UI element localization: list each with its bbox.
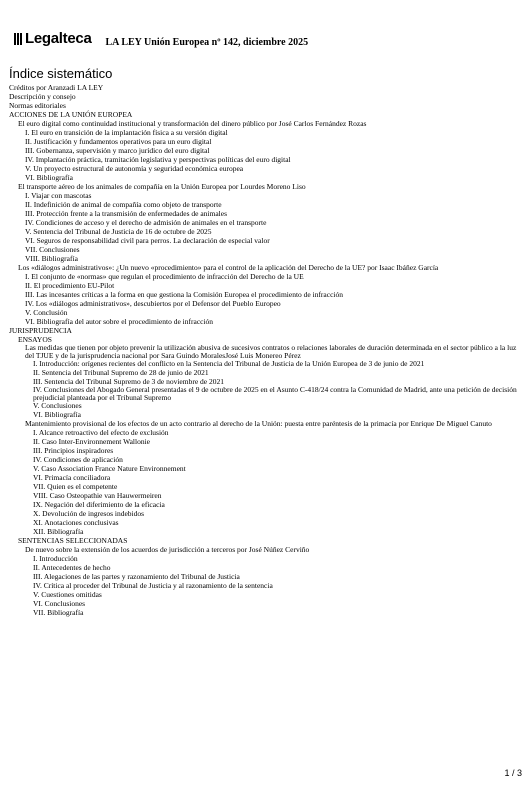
toc-entry[interactable]: VII. Conclusiones (25, 245, 80, 254)
toc-entry[interactable]: X. Devolución de ingresos indebidos (33, 509, 145, 518)
toc-entry[interactable]: VI. Bibliografía del autor sobre el procedimiento de infracción (25, 317, 214, 326)
toc-entry[interactable]: III. Las incesantes críticas a la forma en que gestiona la Comisión Europea el procedimiento de infracción (25, 290, 344, 299)
document-title: Índice sistemático (9, 66, 113, 81)
toc-entry[interactable]: VI. Conclusiones (33, 599, 86, 608)
toc-entry[interactable]: II. Sentencia del Tribunal Supremo de 28 de junio de 2021 (33, 368, 209, 377)
toc-entry[interactable]: IV. Implantación práctica, tramitación legislativa y perspectivas políticas del euro digital (25, 155, 291, 164)
page-header (14, 30, 514, 48)
toc-entry[interactable]: III. Sentencia del Tribunal Supremo de 3 de noviembre de 2021 (33, 377, 225, 386)
toc-entry[interactable]: Normas editoriales (9, 101, 66, 110)
brand-name: Legalteca (25, 30, 92, 47)
toc-entry[interactable]: III. Alegaciones de las partes y razonamiento del Tribunal de Justicia (33, 572, 240, 581)
toc-entry[interactable]: IV. Los «diálogos administrativos», descubiertos por el Defensor del Pueblo Europeo (25, 299, 281, 308)
toc-entry[interactable]: ENSAYOS (18, 335, 52, 344)
toc-entry[interactable]: VII. Quien es el competente (33, 482, 118, 491)
toc-entry[interactable]: II. Caso Inter-Environnement Wallonie (33, 437, 150, 446)
toc-entry[interactable]: V. Un proyecto estructural de autonomía y seguridad económica europea (25, 164, 244, 173)
toc-entry[interactable]: XI. Anotaciones conclusivas (33, 518, 119, 527)
toc-entry[interactable]: ACCIONES DE LA UNIÓN EUROPEA (9, 110, 133, 119)
page-number: 1 / 3 (504, 768, 522, 778)
toc-entry[interactable]: VI. Seguros de responsabilidad civil para perros. La declaración de especial valor (25, 236, 270, 245)
toc-entry[interactable]: Las medidas que tienen por objeto prevenir la utilización abusiva de sucesivos contratos o relaciones laborales de duración determinada en el sector público a la luz del TJUE y de la jurisprudencia nacional por Sara Guindo MoralesJosé Luis Monereo Pérez (25, 343, 517, 360)
toc-entry[interactable]: V. Cuestiones omitidas (33, 590, 102, 599)
toc-entry[interactable]: IX. Negación del diferimiento de la eficacia (33, 500, 165, 509)
toc-entry[interactable]: I. Introducción: orígenes recientes del conflicto en la Sentencia del Tribunal de Justicia de la Unión Europea de 3 de junio de 2021 (33, 359, 425, 368)
toc-entry[interactable]: V. Conclusiones (33, 401, 82, 410)
toc-entry[interactable]: XII. Bibliografía (33, 527, 84, 536)
toc-entry[interactable]: VII. Bibliografía (33, 608, 84, 617)
toc-entry[interactable]: JURISPRUDENCIA (9, 326, 72, 335)
toc-entry[interactable]: III. Gobernanza, supervisión y marco jurídico del euro digital (25, 146, 210, 155)
brand-logo (14, 30, 92, 47)
toc-entry[interactable]: III. Principios inspiradores (33, 446, 114, 455)
toc-entry[interactable]: I. El euro en transición de la implantación física a su versión digital (25, 128, 228, 137)
toc-entry[interactable]: I. Introducción (33, 554, 78, 563)
toc-entry[interactable]: V. Sentencia del Tribunal de Justicia de 16 de octubre de 2025 (25, 227, 212, 236)
toc-entry[interactable]: II. Antecedentes de hecho (33, 563, 111, 572)
toc-entry[interactable]: Los «diálogos administrativos»: ¿Un nuevo «procedimiento» para el control de la aplicación del Derecho de la UE? por Isaac Ibáñez García (18, 263, 439, 272)
table-of-contents (9, 83, 523, 617)
toc-entry[interactable]: VI. Bibliografía (33, 410, 81, 419)
publication-title: LA LEY Unión Europea nº 142, diciembre 2025 (105, 37, 309, 48)
toc-entry[interactable]: VIII. Caso Osteopathie van Hauwermeiren (33, 491, 162, 500)
toc-entry[interactable]: V. Conclusión (25, 308, 68, 317)
toc-entry[interactable]: Mantenimiento provisional de los efectos de un acto contrario al derecho de la Unión: puesta entre paréntesis de la primacía por Enrique De Miguel Canuto (25, 419, 492, 428)
toc-entry[interactable]: III. Protección frente a la transmisión de enfermedades de animales (25, 209, 227, 218)
logo-bars-icon (14, 32, 24, 45)
toc-entry[interactable]: SENTENCIAS SELECCIONADAS (18, 536, 128, 545)
toc-entry[interactable]: VIII. Bibliografía (25, 254, 78, 263)
toc-entry[interactable]: I. Viajar con mascotas (25, 191, 92, 200)
toc-entry[interactable]: IV. Condiciones de aplicación (33, 455, 123, 464)
toc-entry[interactable]: V. Caso Association France Nature Environnement (33, 464, 186, 473)
toc-entry[interactable]: I. El conjunto de «normas» que regulan el procedimiento de infracción del Derecho de la UE (25, 272, 304, 281)
toc-entry[interactable]: De nuevo sobre la extensión de los acuerdos de jurisdicción a terceros por José Núñez Cerviño (25, 545, 310, 554)
toc-entry[interactable]: I. Alcance retroactivo del efecto de exclusión (33, 428, 169, 437)
toc-entry[interactable]: VI. Bibliografía (25, 173, 73, 182)
toc-entry[interactable]: Créditos por Aranzadi LA LEY (9, 83, 104, 92)
toc-entry[interactable]: II. Indefinición de animal de compañía como objeto de transporte (25, 200, 222, 209)
toc-entry[interactable]: IV. Conclusiones del Abogado General presentadas el 9 de octubre de 2025 en el Asunto C-418/24 contra la Comunidad de Madrid, ante una petición de decisión prejudicial planteada por el Tribunal Supremo (33, 385, 517, 402)
toc-entry[interactable]: II. El procedimiento EU-Pilot (25, 281, 115, 290)
toc-entry[interactable]: El transporte aéreo de los animales de compañía en la Unión Europea por Lourdes Moreno Liso (18, 182, 306, 191)
toc-entry[interactable]: IV. Crítica al proceder del Tribunal de Justicia y al razonamiento de la sentencia (33, 581, 273, 590)
toc-entry[interactable]: VI. Primacía conciliadora (33, 473, 111, 482)
toc-entry[interactable]: IV. Condiciones de acceso y el derecho de admisión de animales en el transporte (25, 218, 267, 227)
toc-entry[interactable]: Descripción y consejo (9, 92, 76, 101)
toc-entry[interactable]: El euro digital como continuidad institucional y transformación del dinero público por José Carlos Fernández Rozas (18, 119, 367, 128)
toc-entry[interactable]: II. Justificación y fundamentos operativos para un euro digital (25, 137, 212, 146)
